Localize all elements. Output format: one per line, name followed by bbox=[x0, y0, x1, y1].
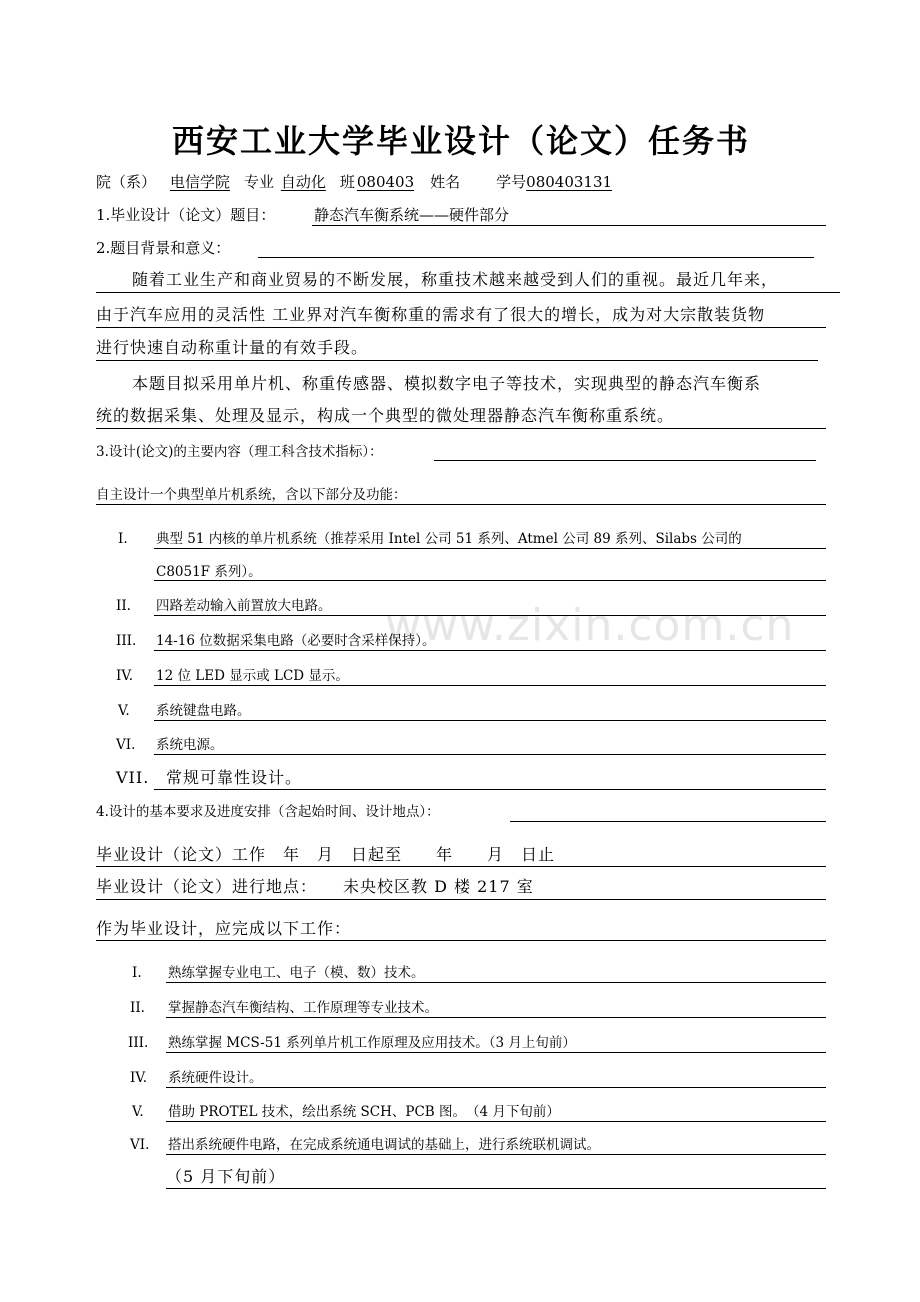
s3-item2-num: II. bbox=[116, 598, 131, 614]
bg-p2-line2: 统的数据采集、处理及显示，构成一个典型的微处理器静态汽车衡称重系统。 bbox=[96, 406, 675, 425]
page-title: 西安工业大学毕业设计（论文）任务书 bbox=[172, 122, 751, 160]
watermark: www.zixin.com.cn bbox=[385, 600, 795, 651]
class-value: 080403 bbox=[356, 173, 415, 191]
s3-item4-underline bbox=[154, 685, 826, 686]
bg-p1-line1: 随着工业生产和商业贸易的不断发展，称重技术越来越受到人们的重视。最近几年来， bbox=[132, 270, 779, 289]
schedule-line: 毕业设计（论文）工作 年 月 日起至 年 月 日止 bbox=[96, 845, 556, 864]
work-intro: 作为毕业设计，应完成以下工作： bbox=[96, 919, 352, 938]
s4-item3-line1: 熟练掌握 MCS-51 系列单片机工作原理及应用技术。（3 月上旬前） bbox=[168, 1035, 576, 1051]
major-label: 专业 bbox=[244, 173, 275, 191]
section4-label-underline bbox=[510, 821, 826, 822]
location-underline bbox=[96, 899, 826, 900]
section3-label-underline bbox=[434, 460, 816, 461]
class-label: 班 bbox=[339, 173, 355, 191]
section1-underline bbox=[312, 225, 826, 226]
section3-intro: 自主设计一个典型单片机系统，含以下部分及功能： bbox=[96, 487, 407, 503]
s3-item2-line1: 四路差动输入前置放大电路。 bbox=[156, 598, 332, 614]
section2-label: 2.题目背景和意义： bbox=[96, 239, 231, 257]
s4-item6-underline1 bbox=[166, 1154, 826, 1155]
s3-item4-num: IV. bbox=[116, 668, 134, 684]
bg-p1-line3-underline bbox=[96, 360, 818, 361]
work-intro-underline bbox=[96, 940, 826, 941]
s4-item4-line1: 系统硬件设计。 bbox=[168, 1070, 263, 1086]
s4-item2-line1: 掌握静态汽车衡结构、工作原理等专业技术。 bbox=[168, 1000, 438, 1016]
s3-item5-line1: 系统键盘电路。 bbox=[156, 703, 251, 719]
section4-label: 4.设计的基本要求及进度安排（含起始时间、设计地点）： bbox=[96, 804, 440, 820]
id-label: 学号 bbox=[496, 173, 527, 191]
s4-item5-num: V. bbox=[132, 1104, 144, 1120]
s3-item6-underline bbox=[154, 754, 826, 755]
bg-p1-line2: 由于汽车应用的灵活性 工业界对汽车衡称重的需求有了很大的增长，成为对大宗散装货物 bbox=[96, 305, 766, 324]
s4-item2-num: II. bbox=[130, 1000, 145, 1016]
location-line: 毕业设计（论文）进行地点： 未央校区教 D 楼 217 室 bbox=[96, 877, 534, 896]
header-row bbox=[96, 172, 612, 192]
s4-item5-underline bbox=[166, 1121, 826, 1122]
major-value: 自动化 bbox=[280, 173, 326, 191]
s3-item1-underline2 bbox=[154, 580, 826, 581]
s4-item6-line1: 搭出系统硬件电路，在完成系统通电调试的基础上，进行系统联机调试。 bbox=[168, 1137, 600, 1153]
section1-value: 静态汽车衡系统——硬件部分 bbox=[314, 206, 510, 224]
s3-item3-line1: 14-16 位数据采集电路（必要时含采样保持）。 bbox=[156, 633, 436, 649]
section1-label: 1.毕业设计（论文）题目： bbox=[96, 206, 276, 224]
s4-item1-num: I. bbox=[132, 965, 142, 981]
s3-item5-num: V. bbox=[118, 703, 130, 719]
bg-p1-line1-underline bbox=[96, 292, 840, 293]
s4-item4-num: IV. bbox=[130, 1070, 148, 1086]
section2-underline bbox=[258, 257, 814, 258]
s4-item6-underline2 bbox=[166, 1188, 826, 1189]
bg-p1-line2-underline bbox=[96, 327, 826, 328]
s4-item1-underline bbox=[166, 982, 826, 983]
s3-item4-line1: 12 位 LED 显示或 LCD 显示。 bbox=[156, 668, 349, 684]
s4-item5-line1: 借助 PROTEL 技术，绘出系统 SCH、PCB 图。 （4 月下旬前） bbox=[168, 1104, 560, 1120]
bg-p2-underline bbox=[96, 428, 826, 429]
s4-item3-num: III. bbox=[128, 1035, 149, 1051]
bg-p1-line3: 进行快速自动称重计量的有效手段。 bbox=[96, 338, 369, 357]
bg-p2-line1: 本题目拟采用单片机、称重传感器、模拟数字电子等技术，实现典型的静态汽车衡系 bbox=[132, 374, 762, 393]
s4-item4-underline bbox=[166, 1087, 826, 1088]
s3-item6-num: VI. bbox=[116, 737, 136, 753]
s3-item2-underline bbox=[154, 615, 826, 616]
section3-intro-underline bbox=[96, 504, 826, 505]
name-label: 姓名 bbox=[430, 173, 461, 191]
schedule-underline bbox=[96, 866, 826, 867]
s3-item3-underline bbox=[154, 650, 826, 651]
dept-label: 院（系） bbox=[96, 173, 157, 191]
section3-label: 3.设计(论文)的主要内容（理工科含技术指标）： bbox=[96, 444, 383, 460]
s3-item7-underline bbox=[154, 789, 826, 790]
s4-item1-line1: 熟练掌握专业电工、电子（模、数）技术。 bbox=[168, 965, 425, 981]
s3-item1-underline1 bbox=[154, 548, 826, 549]
s3-item1-line2: C8051F 系列）。 bbox=[156, 564, 262, 580]
s4-item2-underline bbox=[166, 1017, 826, 1018]
s3-item7-line1: 常规可靠性设计。 bbox=[166, 768, 303, 787]
s3-item6-line1: 系统电源。 bbox=[156, 737, 224, 753]
s3-item3-num: III. bbox=[116, 633, 137, 649]
s4-item6-line2: （5 月下旬前） bbox=[166, 1167, 286, 1186]
s3-item5-underline bbox=[154, 720, 826, 721]
s3-item7-num: VII. bbox=[116, 768, 150, 787]
s4-item6-num: VI. bbox=[130, 1137, 150, 1153]
s3-item1-line1: 典型 51 内核的单片机系统（推荐采用 Intel 公司 51 系列、Atmel 公司 89 系列、Silabs 公司的 bbox=[156, 531, 742, 547]
id-value: 080403131 bbox=[526, 173, 613, 191]
s4-item3-underline bbox=[166, 1052, 826, 1053]
dept-value: 电信学院 bbox=[170, 173, 231, 191]
s3-item1-num: I. bbox=[118, 531, 128, 547]
